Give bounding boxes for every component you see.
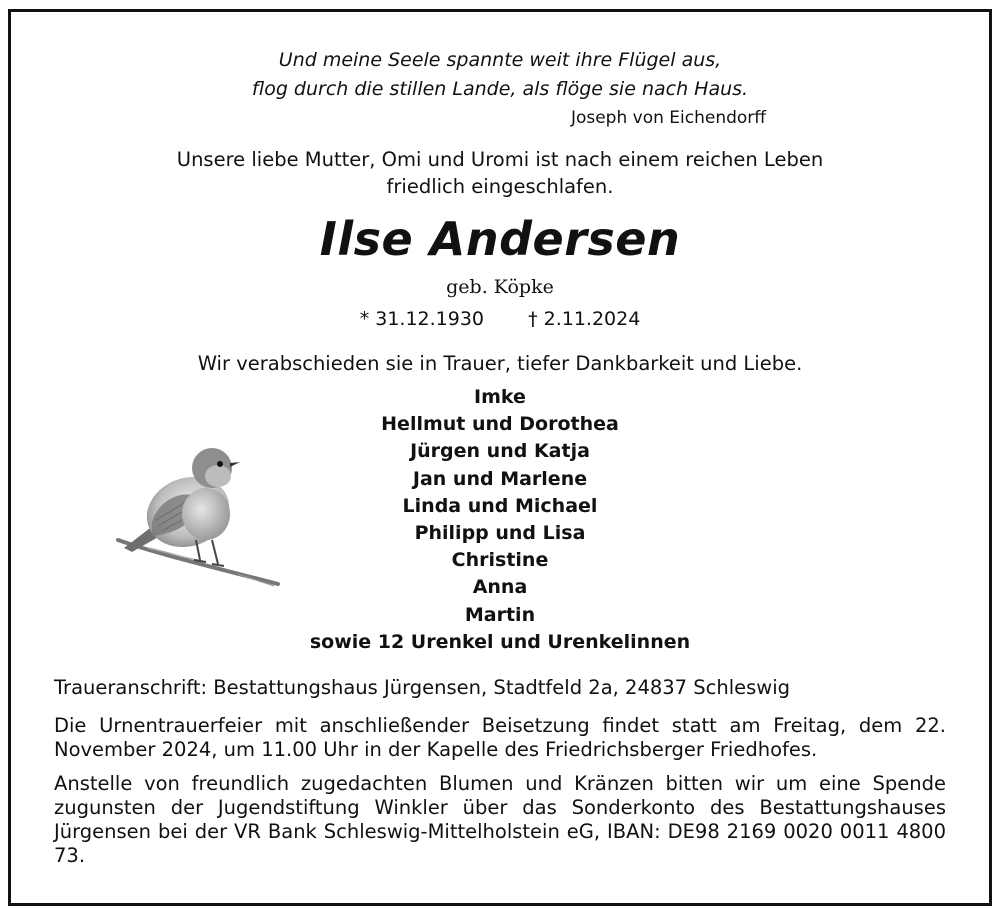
mourner-item: Linda und Michael [402, 494, 598, 517]
mourner-item: Martin [464, 603, 536, 626]
mourner-item: Hellmut und Dorothea [381, 413, 619, 436]
deceased-name: Ilse Andersen [319, 212, 681, 266]
life-dates [0, 308, 1000, 330]
mourner-item: Imke [474, 386, 526, 408]
mourning-address: Traueranschrift: Bestattungshaus Jürgensen, Stadtfeld 2a, 24837 Schleswig [54, 676, 791, 699]
mourner-item: sowie 12 Urenkel und Urenkelinnen [309, 630, 691, 653]
death-date: † 2.11.2024 [528, 308, 641, 330]
mourner-item: Christine [451, 549, 549, 572]
mourner-item: Philipp und Lisa [414, 521, 586, 544]
poem-quote [0, 46, 1000, 104]
intro-line-2: friedlich eingeschlafen. [386, 175, 614, 198]
mourner-item: Jan und Marlene [412, 467, 588, 490]
robin-bird-illustration [88, 436, 288, 596]
mourner-item: Jürgen und Katja [410, 440, 590, 463]
intro-text [0, 146, 1000, 200]
funeral-ceremony-text: Die Urnentrauerfeier mit anschließender Beisetzung findet statt am Freitag, dem 22. November 2024, um 11.00 Uhr in der Kapelle des Friedrichsberger Friedhofes. [54, 714, 946, 761]
quote-author: Joseph von Eichendorff [570, 108, 766, 128]
quote-line-1: Und meine Seele spannte weit ihre Flügel aus, [278, 49, 722, 71]
farewell-text: Wir verabschieden sie in Trauer, tiefer Dankbarkeit und Liebe. [197, 352, 803, 375]
intro-line-1: Unsere liebe Mutter, Omi und Uromi ist nach einem reichen Leben [176, 148, 824, 171]
birth-date: * 31.12.1930 [359, 308, 485, 330]
maiden-name: geb. Köpke [446, 276, 554, 298]
mourner-item: Anna [472, 576, 528, 599]
donation-request-text: Anstelle von freundlich zugedachten Blumen und Kränzen bitten wir um eine Spende zugunsten der Jugendstiftung Winkler über das Sonderkonto des Bestattungshauses Jürgensen bei der VR Bank Schleswig-Mittelholstein eG, IBAN: DE98 2169 0020 0011 4800 73. [54, 772, 946, 867]
quote-line-2: flog durch die stillen Lande, als flöge sie nach Haus. [251, 78, 749, 100]
